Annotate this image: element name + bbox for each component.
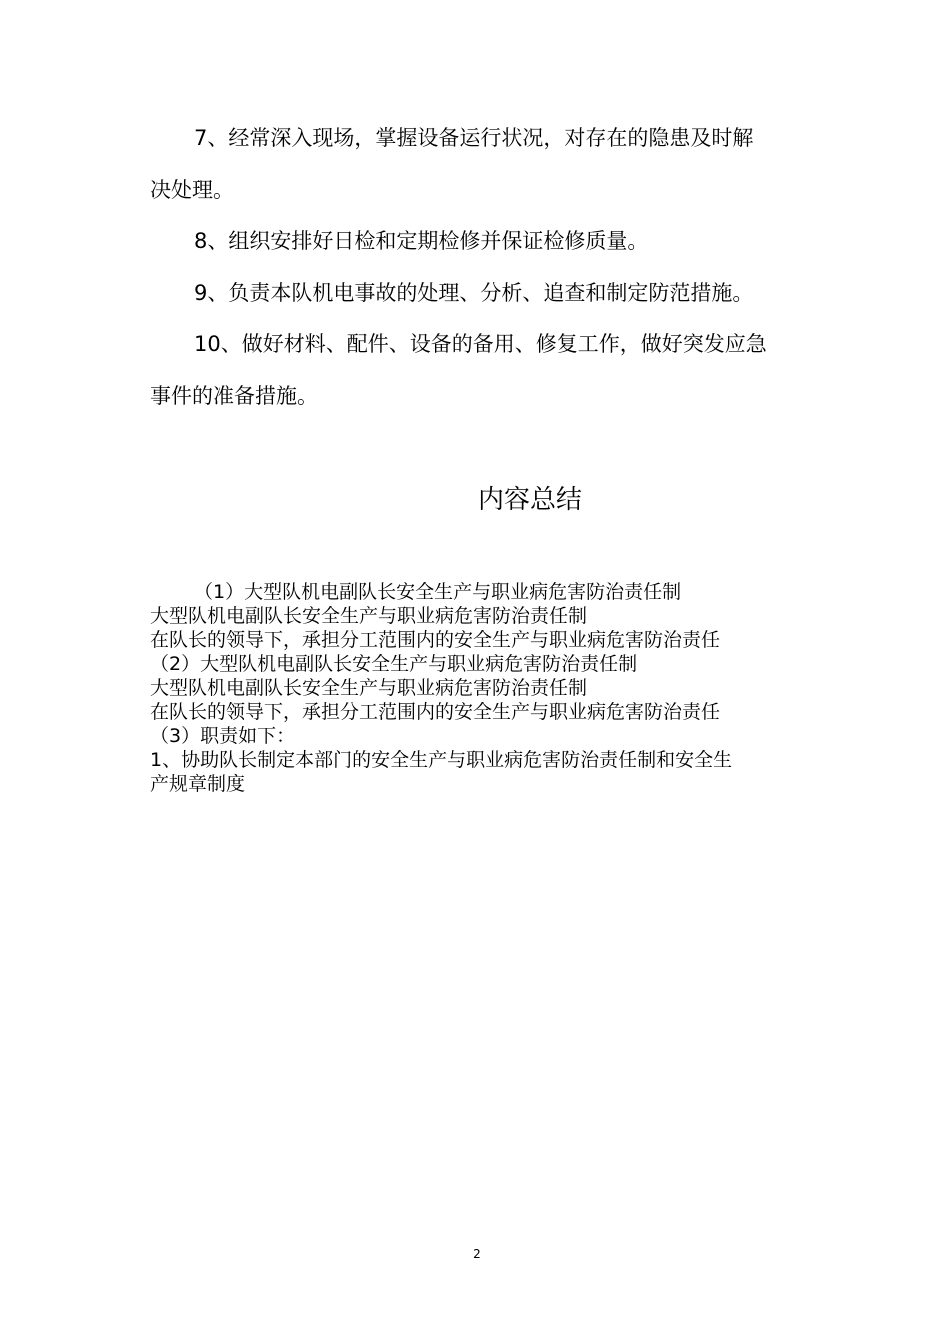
item-text-line1: 经常深入现场，掌握设备运行状况，对存在的隐患及时解: [228, 126, 754, 150]
summary-line: 产规章制度: [150, 773, 246, 795]
summary-line: 大型队机电副队长安全生产与职业病危害防治责任制: [150, 677, 588, 699]
item-label: 9、: [194, 281, 229, 305]
summary-line: （1）大型队机电副队长安全生产与职业病危害防治责任制: [194, 581, 682, 603]
item-label: 7、: [194, 126, 229, 150]
summary-line: 在队长的领导下，承担分工范围内的安全生产与职业病危害防治责任: [150, 701, 721, 723]
summary-line: 在队长的领导下，承担分工范围内的安全生产与职业病危害防治责任: [150, 629, 721, 651]
summary-line: （2）大型队机电副队长安全生产与职业病危害防治责任制: [150, 653, 638, 675]
item-text-line1: 组织安排好日检和定期检修并保证检修质量。: [228, 229, 649, 253]
duty-item-8: [150, 215, 810, 267]
page-number: 2: [473, 1247, 481, 1261]
item-text-line2: 事件的准备措施。: [150, 384, 318, 408]
summary-title: 内容总结: [477, 485, 582, 515]
summary-line: （3）职责如下：: [150, 725, 296, 747]
item-text-line1: 负责本队机电事故的处理、分析、追查和制定防范措施。: [228, 281, 754, 305]
summary-line: 1、协助队长制定本部门的安全生产与职业病危害防治责任制和安全生: [150, 749, 733, 771]
summary-line: 大型队机电副队长安全生产与职业病危害防治责任制: [150, 605, 588, 627]
item-label: 8、: [194, 229, 229, 253]
duty-item-10: [150, 318, 810, 422]
item-text-line2: 决处理。: [150, 178, 234, 202]
duty-item-9: [150, 267, 810, 319]
summary-body: [150, 580, 800, 796]
item-text-line1: 做好材料、配件、设备的备用、修复工作，做好突发应急: [241, 332, 767, 356]
duty-item-7: [150, 112, 810, 216]
item-label: 10、: [194, 332, 242, 356]
